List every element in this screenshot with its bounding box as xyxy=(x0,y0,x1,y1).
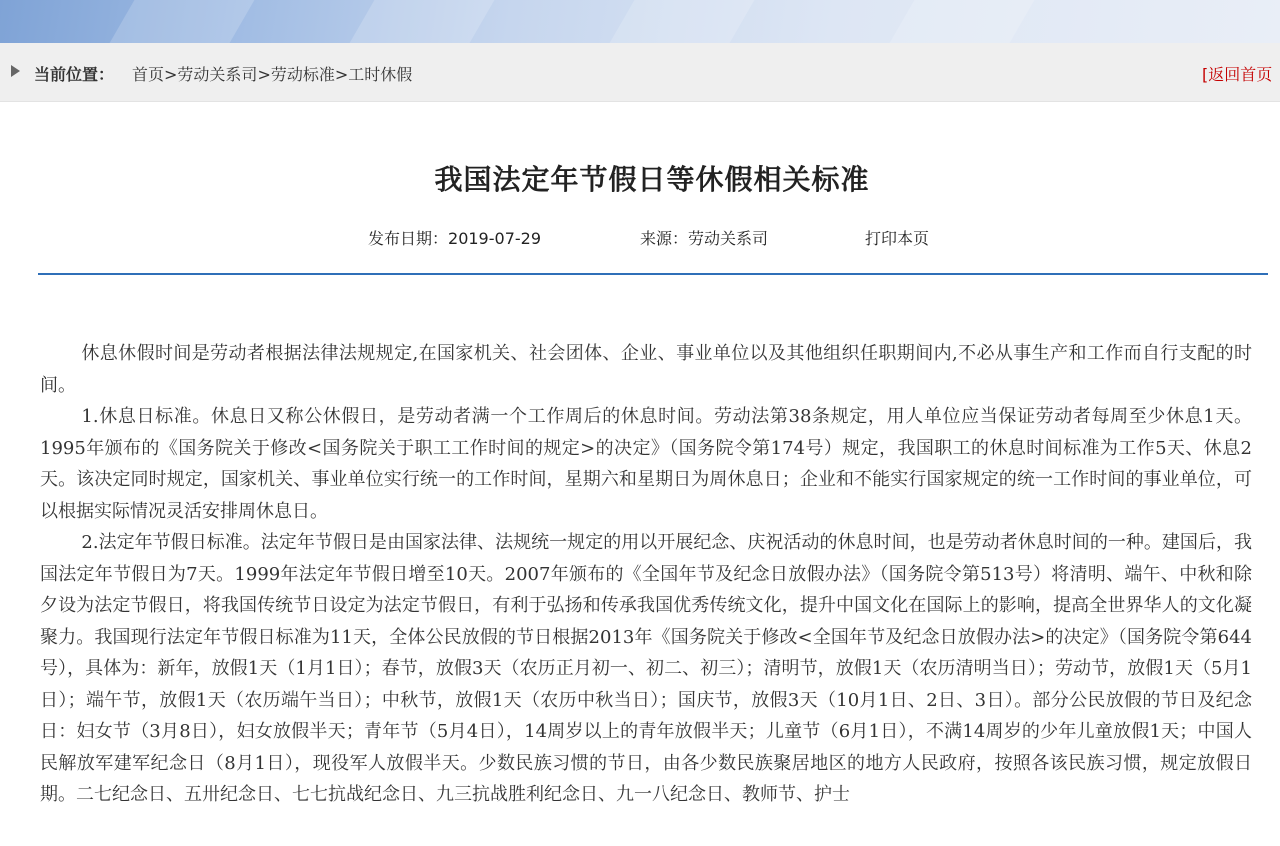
banner-stripe xyxy=(594,0,766,43)
publish-date-label: 发布日期： xyxy=(368,229,449,248)
source-value: 劳动关系司 xyxy=(688,229,769,248)
publish-date-value: 2019-07-29 xyxy=(448,229,541,248)
triangle-right-icon xyxy=(11,65,20,77)
breadcrumb-label: 当前位置： xyxy=(34,65,115,84)
article-body xyxy=(40,338,1252,811)
banner-stripe xyxy=(94,0,266,43)
banner-stripe xyxy=(334,0,506,43)
breadcrumb-item-labor-relations[interactable]: 劳动关系司 xyxy=(177,65,258,84)
breadcrumb-item-working-hours[interactable]: 工时休假 xyxy=(348,65,413,84)
breadcrumb-item-labor-standards[interactable]: 劳动标准 xyxy=(270,65,335,84)
article-paragraph: 1.休息日标准。休息日又称公休假日，是劳动者满一个工作周后的休息时间。劳动法第38条规定，用人单位应当保证劳动者每周至少休息1天。1995年颁布的《国务院关于修改<国务院关于职工工作时间的规定>的决定》（国务院令第174号）规定，我国职工的休息时间标准为工作5天、休息2天。该决定同时规定，国家机关、事业单位实行统一的工作时间，星期六和星期日为周休息日；企业和不能实行国家规定的统一工作时间的事业单位，可以根据实际情况灵活安排周休息日。 xyxy=(40,406,1252,522)
banner-stripe xyxy=(874,0,1046,43)
title-divider xyxy=(38,273,1268,275)
article-title: 我国法定年节假日等休假相关标准 xyxy=(434,163,870,196)
print-page-link[interactable]: 打印本页 xyxy=(865,229,930,248)
article-paragraph: 休息休假时间是劳动者根据法律法规规定,在国家机关、社会团体、企业、事业单位以及其他组织任职期间内,不必从事生产和工作而自行支配的时间。 xyxy=(40,343,1252,396)
back-home-link[interactable]: [返回首页 xyxy=(1202,65,1273,84)
publish-date xyxy=(368,226,541,249)
article-source xyxy=(640,226,768,249)
article-paragraph: 2.法定年节假日标准。法定年节假日是由国家法律、法规统一规定的用以开展纪念、庆祝活动的休息时间，也是劳动者休息时间的一种。建国后，我国法定年节假日为7天。1999年法定年节假日增至10天。2007年颁布的《全国年节及纪念日放假办法》（国务院令第513号）将清明、端午、中秋和除夕设为法定节假日，将我国传统节日设定为法定节假日，有利于弘扬和传承我国优秀传统文化，提升中国文化在国际上的影响，提高全世界华人的文化凝聚力。我国现行法定年节假日标准为11天，全体公民放假的节日根据2013年《国务院关于修改<全国年节及纪念日放假办法>的决定》（国务院令第644号），具体为：新年，放假1天（1月1日）；春节，放假3天（农历正月初一、初二、初三）；清明节，放假1天（农历清明当日）；劳动节，放假1天（5月1日）；端午节，放假1天（农历端午当日）；中秋节，放假1天（农历中秋当日）；国庆节，放假3天（10月1日、2日、3日）。部分公民放假的节日及纪念日：妇女节（3月8日），妇女放假半天；青年节（5月4日），14周岁以上的青年放假半天；儿童节（6月1日），不满14周岁的少年儿童放假1天；中国人民解放军建军纪念日（8月1日），现役军人放假半天。少数民族习惯的节日，由各少数民族聚居地区的地方人民政府，按照各该民族习惯，规定放假日期。二七纪念日、五卅纪念日、七七抗战纪念日、九三抗战胜利纪念日、九一八纪念日、教师节、护士 xyxy=(40,532,1252,805)
breadcrumb-separator: > xyxy=(334,65,349,84)
breadcrumb-separator: > xyxy=(257,65,271,84)
source-label: 来源： xyxy=(640,229,689,248)
breadcrumb-separator: > xyxy=(164,65,178,84)
breadcrumb xyxy=(0,43,1280,102)
breadcrumb-path xyxy=(132,62,412,85)
top-banner xyxy=(0,0,1280,43)
breadcrumb-item-home[interactable]: 首页 xyxy=(132,65,165,84)
